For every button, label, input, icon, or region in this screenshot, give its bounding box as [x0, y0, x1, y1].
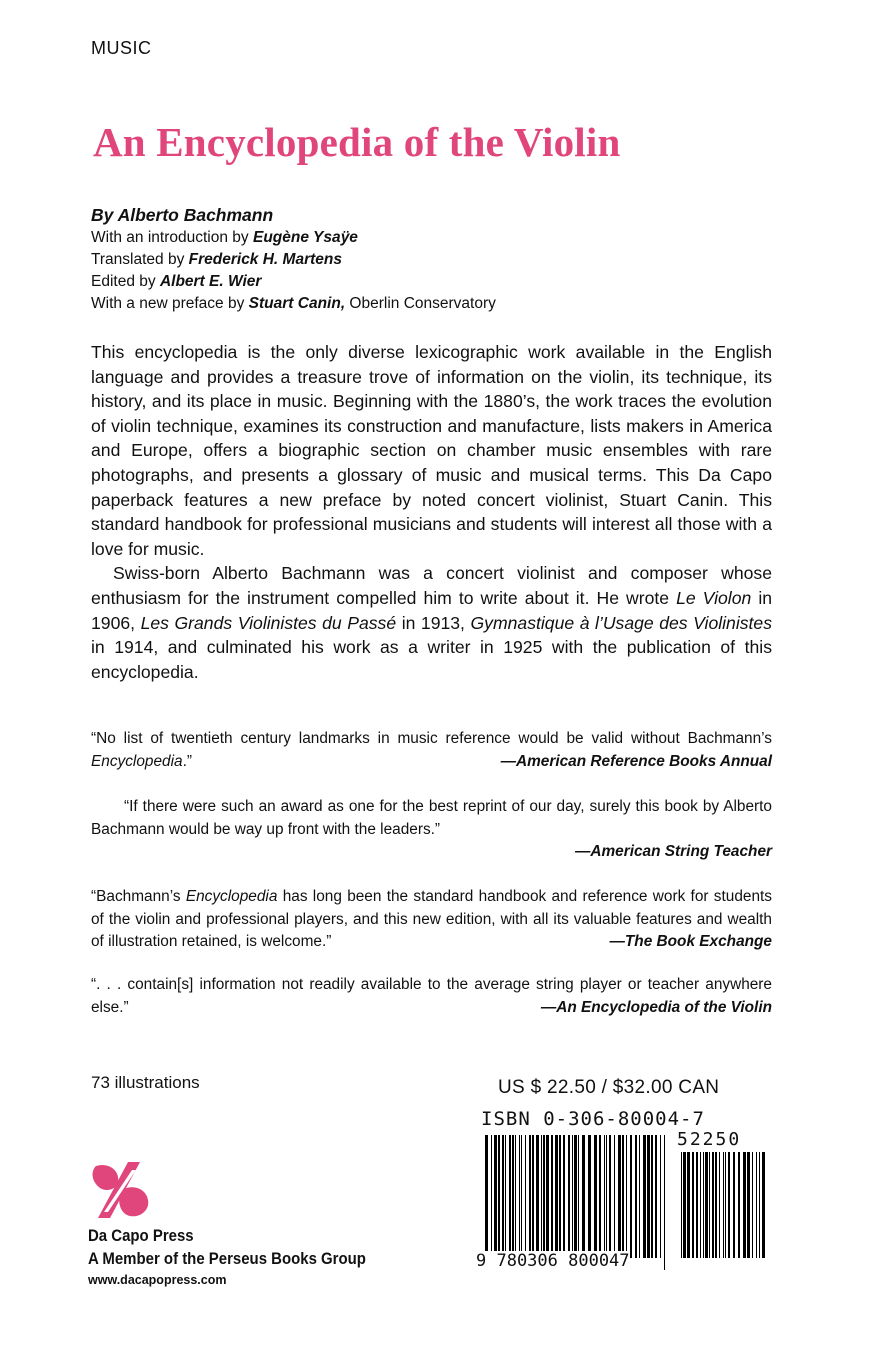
publisher-name: Da Capo Press [88, 1226, 194, 1245]
addon-barcode [679, 1152, 767, 1270]
description-paragraph-2 [91, 561, 772, 684]
author-line: By Alberto Bachmann [91, 205, 274, 225]
p2-text-g: in 1914, and culminated his work as a writer in 1925 with the publication of this encyclopedia. [91, 637, 772, 682]
p2-text-a: Swiss-born Alberto Bachmann was a concert violinist and composer whose enthusiasm for the instrument compelled him to write about it. He wrote [91, 563, 772, 608]
ean-barcode [483, 1135, 669, 1270]
review-quote-1 [91, 728, 772, 773]
barcode-digits: 9 780306 800047 [476, 1251, 630, 1271]
publisher-url: www.dacapopress.com [88, 1273, 227, 1287]
intro-prefix: With an introduction by [91, 229, 253, 246]
illustration-count: 73 illustrations [91, 1073, 200, 1092]
p2-title-gymnastique: Gymnastique à l’Usage des Violinistes [470, 612, 773, 633]
edited-line [91, 271, 496, 293]
intro-name: Eugène Ysaÿe [252, 229, 358, 246]
quote-text-italic: Encyclopedia [91, 752, 183, 770]
quote-source: —The Book Exchange [609, 933, 772, 950]
da-capo-logo-icon [88, 1160, 154, 1220]
book-title: An Encyclopedia of the Violin [93, 119, 621, 165]
price-label: US $ 22.50 / $32.00 CAN [498, 1077, 720, 1098]
p2-title-le-violon: Le Violon [676, 587, 752, 608]
description-paragraph-1: This encyclopedia is the only diverse lexicographic work available in the English language and provides a treasure trove of information on the violin, its technique, its history, and its place in music. Beginning with the 1880’s, the work traces the evolution of violin technique, examines its construction and manufacture, lists makers in America and Europe, offers a biographic section on chamber music ensembles with rare photographs, and presents a glossary of music and musical terms. This Da Capo paperback features a new preface by noted concert violinist, Stuart Canin. This standard handbook for professional musicians and students will interest all those with a love for music. [91, 342, 772, 559]
preface-line [91, 293, 496, 315]
credits-block [91, 204, 496, 315]
quote-source: —American String Teacher [574, 843, 772, 860]
publisher-block [88, 1226, 404, 1287]
quote-text-a: “No list of twentieth century landmarks in music reference would be valid without Bachmann’s [91, 730, 772, 747]
review-quote-4 [91, 974, 772, 1019]
quote-text-c: has long been the standard handbook and reference work for students of the violin and professional players, and this new edition, with all its valuable features and wealth of illustration retained, is welcome.” [91, 888, 772, 950]
quote-text-a: “If there were such an award as one for the best reprint of our day, surely this book by Alberto Bachmann would be way up front with the leaders.” [91, 798, 772, 838]
isbn-label: ISBN 0-306-80004-7 [481, 1108, 705, 1130]
edited-prefix: Edited by [91, 273, 160, 290]
preface-suffix: Oberlin Conservatory [345, 295, 496, 312]
preface-prefix: With a new preface by [91, 295, 249, 312]
p2-title-grands-violinistes: Les Grands Violinistes du Passé [140, 612, 397, 633]
category-label: MUSIC [91, 38, 152, 58]
barcode-addon-digits: 52250 [677, 1129, 742, 1150]
description [91, 340, 772, 684]
translated-prefix: Translated by [91, 251, 189, 268]
review-quote-3 [91, 886, 772, 954]
translated-name: Frederick H. Martens [188, 251, 342, 268]
p2-text-c: in 1906, [91, 587, 773, 633]
preface-name: Stuart Canin, [248, 295, 346, 312]
quote-text-italic: Encyclopedia [185, 888, 278, 905]
intro-line [91, 227, 496, 249]
p2-text-e: in 1913, [396, 612, 471, 633]
edited-name: Albert E. Wier [159, 273, 262, 290]
quote-source: —An Encyclopedia of the Violin [540, 998, 772, 1016]
quote-text-c: .” [182, 752, 192, 770]
quote-source: —American Reference Books Annual [500, 752, 772, 770]
quote-text-a: “Bachmann’s [91, 888, 186, 905]
publisher-member: A Member of the Perseus Books Group [88, 1249, 366, 1268]
review-quote-2 [91, 796, 772, 864]
quote-text [91, 796, 772, 841]
quote-text-a: “. . . contain[s] information not readily available to the average string player or teacher anywhere else.” [91, 976, 772, 1016]
translated-line [91, 249, 496, 271]
